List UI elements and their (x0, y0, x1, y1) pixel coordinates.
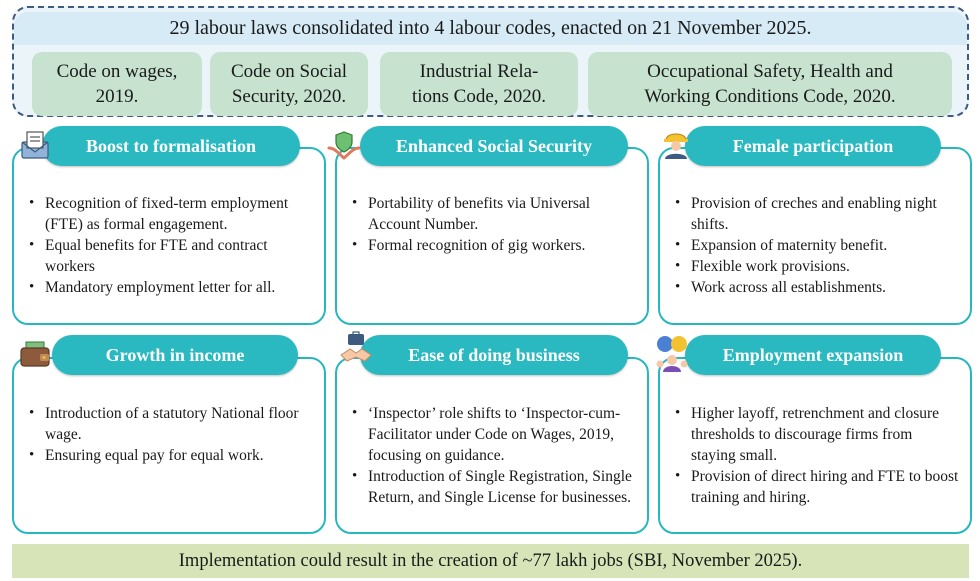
code-industrial-relations (380, 52, 578, 116)
list-item: • Introduction of Single Registration, Single Return, and Single License for businesses. (368, 466, 637, 508)
code-social-security-line2: Security, 2020. (231, 86, 347, 107)
card-social-security (335, 147, 649, 325)
list-item: • Higher layoff, retrenchment and closure thresholds to discourage firms from staying small. (691, 403, 960, 466)
list-item: • Mandatory employment letter for all. (45, 277, 314, 298)
formalisation-list (14, 193, 324, 298)
code-wages (32, 52, 202, 116)
code-industrial-relations-line2: tions Code, 2020. (411, 86, 547, 107)
list-item: • Work across all establishments. (691, 277, 960, 298)
panel-title: 29 labour laws consolidated into 4 labour codes, enacted on 21 November 2025. (14, 12, 967, 45)
code-social-security (210, 52, 368, 116)
list-item: • Formal recognition of gig workers. (368, 235, 637, 256)
list-item: • Provision of creches and enabling night shifts. (691, 193, 960, 235)
card-title-social-security: Enhanced Social Security (360, 126, 628, 166)
list-item: • Portability of benefits via Universal Account Number. (368, 193, 637, 235)
list-item: • Expansion of maternity benefit. (691, 235, 960, 256)
card-title-ease-business: Ease of doing business (360, 335, 628, 375)
code-industrial-relations-line1: Industrial Rela- (419, 61, 539, 82)
code-occupational-safety-line2: Working Conditions Code, 2020. (644, 86, 896, 107)
card-title-female-participation: Female participation (685, 126, 941, 166)
ease-business-list (337, 403, 647, 508)
code-occupational-safety-line1: Occupational Safety, Health and (647, 61, 893, 82)
employment-letter-icon (18, 128, 52, 162)
card-growth-income (12, 357, 326, 534)
code-occupational-safety (588, 52, 952, 116)
female-worker-icon (659, 126, 693, 160)
labour-codes-panel (12, 6, 969, 117)
card-title-growth-income: Growth in income (52, 335, 298, 375)
job-people-icon (653, 334, 691, 372)
wallet-icon (18, 336, 52, 370)
card-ease-business (335, 357, 649, 534)
card-employment-expansion (658, 357, 972, 534)
card-formalisation (12, 147, 326, 325)
card-title-formalisation: Boost to formalisation (42, 126, 300, 166)
code-wages-line2: 2019. (95, 86, 139, 107)
list-item: • Ensuring equal pay for equal work. (45, 445, 314, 466)
employment-expansion-list (660, 403, 970, 508)
list-item: • Introduction of a statutory National floor wage. (45, 403, 314, 445)
card-title-employment-expansion: Employment expansion (685, 335, 941, 375)
list-item: • Equal benefits for FTE and contract workers (45, 235, 314, 277)
social-security-hands-icon (327, 128, 361, 162)
card-female-participation (658, 147, 972, 325)
growth-income-list (14, 403, 324, 466)
female-participation-list (660, 193, 970, 298)
code-social-security-line1: Code on Social (230, 61, 348, 82)
list-item: • Recognition of fixed-term employment (FTE) as formal engagement. (45, 193, 314, 235)
code-wages-line1: Code on wages, (56, 61, 178, 82)
list-item: • Provision of direct hiring and FTE to boost training and hiring. (691, 466, 960, 508)
social-security-list (337, 193, 647, 256)
list-item: • Flexible work provisions. (691, 256, 960, 277)
list-item: • ‘Inspector’ role shifts to ‘Inspector-cum-Facilitator under Code on Wages, 2019, focusing on guidance. (368, 403, 637, 466)
handshake-briefcase-icon (339, 331, 373, 365)
footer-note: Implementation could result in the creation of ~77 lakh jobs (SBI, November 2025). (12, 544, 969, 578)
